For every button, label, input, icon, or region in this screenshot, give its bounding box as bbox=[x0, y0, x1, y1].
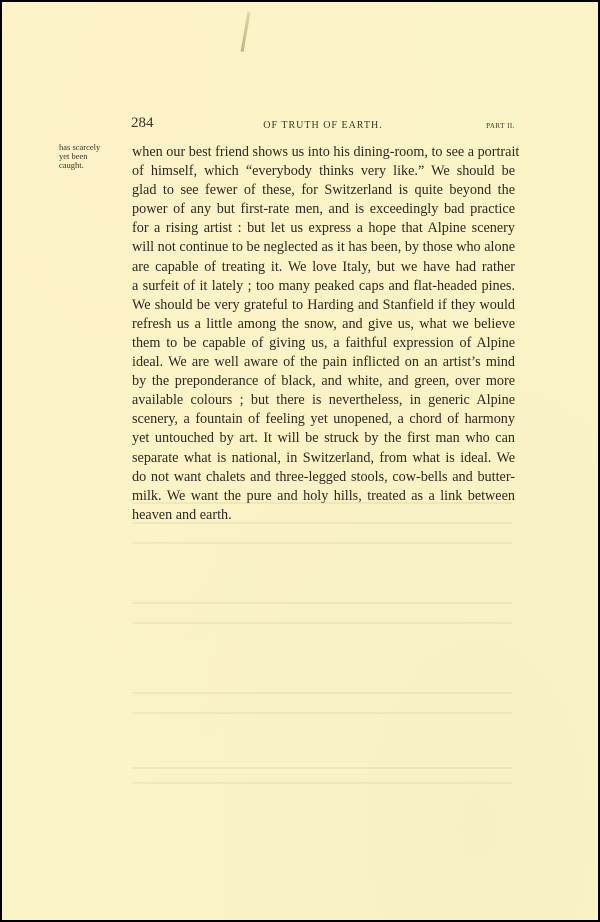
margin-note-line: caught. bbox=[59, 160, 84, 170]
margin-note bbox=[59, 143, 119, 170]
text-line: power of any but first-rate men, and is exceedingly bad practice bbox=[132, 201, 515, 218]
text-line: will not continue to be neglected as it has been, by those who alone bbox=[132, 239, 515, 256]
bleed-through bbox=[132, 767, 512, 769]
bleed-through bbox=[132, 502, 512, 504]
text-line: We should be very grateful to Harding and Stanfield if they would bbox=[132, 296, 515, 313]
text-line: do not want chalets and three-legged stools, cow-bells and butter- bbox=[132, 468, 515, 485]
margin-note-line: yet been bbox=[59, 151, 88, 161]
text-line: a surfeit of it lately ; too many peaked caps and flat-headed pines. bbox=[132, 277, 515, 294]
text-line: refresh us a little among the snow, and give us, what we believe bbox=[132, 315, 515, 332]
paper-mark bbox=[241, 12, 251, 52]
text-line: milk. We want the pure and holy hills, treated as a link between bbox=[132, 487, 515, 504]
page-number: 284 bbox=[131, 115, 154, 131]
text-line: separate what is national, in Switzerland, from what is ideal. We bbox=[132, 449, 515, 466]
bleed-through bbox=[132, 542, 512, 544]
text-line: available colours ; but there is nevertheless, in generic Alpine bbox=[132, 392, 515, 409]
bleed-through bbox=[132, 602, 512, 604]
part-label: PART II. bbox=[486, 122, 515, 130]
text-line: by the preponderance of black, and white, and green, over more bbox=[132, 373, 515, 390]
text-line: scenery, a fountain of feeling yet unopened, a chord of harmony bbox=[132, 411, 515, 428]
bleed-through bbox=[132, 782, 512, 784]
text-line: glad to see fewer of these, for Switzerland is quite beyond the bbox=[132, 182, 515, 199]
text-line: heaven and earth. bbox=[132, 506, 232, 523]
text-line: when our best friend shows us into his dining-room, to see a portrait bbox=[132, 144, 520, 160]
text-line: for a rising artist : but let us express a hope that Alpine scenery bbox=[132, 220, 515, 237]
text-line: ideal. We are well aware of the pain inflicted on an artist’s mind bbox=[132, 354, 515, 371]
running-title: OF TRUTH OF EARTH. bbox=[263, 120, 383, 131]
bleed-through bbox=[132, 712, 512, 714]
text-line: of himself, which “everybody thinks very like.” We should be bbox=[132, 163, 515, 180]
book-page bbox=[2, 2, 598, 920]
margin-note-line: has scarcely bbox=[59, 142, 101, 152]
bleed-through bbox=[132, 692, 512, 694]
text-line: are capable of treating it. We love Italy, but we have had rather bbox=[132, 258, 515, 275]
text-line: them to be capable of giving us, a faithful expression of Alpine bbox=[132, 334, 515, 351]
bleed-through bbox=[132, 522, 512, 524]
running-head bbox=[131, 115, 515, 134]
bleed-through bbox=[132, 622, 512, 624]
body-paragraph bbox=[132, 143, 520, 525]
text-line: yet untouched by art. It will be struck by the first man who can bbox=[132, 430, 515, 447]
